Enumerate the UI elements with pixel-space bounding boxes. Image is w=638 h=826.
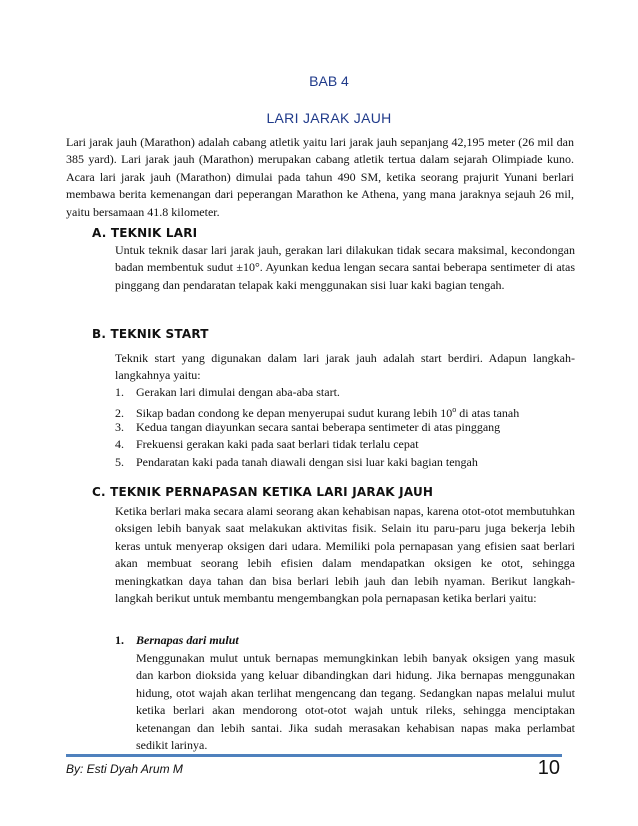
list-number: 5. xyxy=(115,454,124,469)
list-text: Kedua tangan diayunkan secara santai beberapa sentimeter di atas pinggang xyxy=(136,419,501,434)
degree-superscript: o xyxy=(452,405,457,415)
chapter-title: LARI JARAK JAUH xyxy=(266,110,392,126)
footer-divider xyxy=(66,754,562,757)
section-c-paragraph: Ketika berlari maka secara alami seorang akan kehabisan napas, karena otot-otot membutuhkan oksigen lebih banyak saat melakukan aktivitas fisik. Selain itu paru-paru juga bekerja lebih keras untuk menyerap oksigen dari udara. Memiliki pola pernapasan yang efisien saat berlari akan membuat seorang lebih efisien dalam mendapatkan oksigen ke otot, sehingga meningkatkan daya tahan dan bisa berlari lebih jauh dan lebih nyaman. Berikut langkah-langkah berikut untuk membantu mengembangkan pola pernapasan ketika berlari yaitu: xyxy=(115,504,575,606)
list-text: Sikap badan condong ke depan menyerupai sudut kurang lebih 10 xyxy=(136,406,453,421)
list-text: Pendaratan kaki pada tanah diawali dengan sisi luar kaki bagian tengah xyxy=(136,454,478,469)
list-item xyxy=(115,454,575,471)
list-item xyxy=(115,419,575,436)
subsection-1-heading xyxy=(115,633,239,648)
list-text-after: di atas tanah xyxy=(456,406,520,421)
subsection-number: 1. xyxy=(115,633,124,647)
footer-author: By: Esti Dyah Arum M xyxy=(66,762,183,776)
list-number: 2. xyxy=(115,406,124,421)
subsection-1-paragraph: Menggunakan mulut untuk bernapas memungkinkan lebih banyak oksigen yang masuk dan karbon dioksida yang keluar dibandingkan dari hidung. Jika bernapas menggunakan hidung, otot wajah akan terlihat mengencang dan tegang. Sedangkan napas melalui mulut ketika berlari akan mendorong otot-otot wajah untuk rileks, sehingga menciptakan ketenangan dan lebih santai. Jika sudah merasakan kehabisan napas maka perlambat sedikit larinya. xyxy=(136,651,575,753)
section-a-paragraph: Untuk teknik dasar lari jarak jauh, gerakan lari dilakukan tidak secara maksimal, kecondongan badan membentuk sudut ±10°. Ayunkan kedua lengan secara santai beberapa sentimeter di atas pinggang dan pendaratan telapak kaki menggunakan sisi luar kaki bagian tengah. xyxy=(115,243,575,292)
section-a-heading: A. TEKNIK LARI xyxy=(92,226,198,240)
section-c-heading: C. TEKNIK PERNAPASAN KETIKA LARI JARAK JAUH xyxy=(92,485,434,499)
list-item xyxy=(115,401,575,421)
list-number: 1. xyxy=(115,385,124,399)
start-steps-list xyxy=(115,384,575,471)
section-b-heading: B. TEKNIK START xyxy=(92,327,209,341)
intro-paragraph: Lari jarak jauh (Marathon) adalah cabang atletik yaitu lari jarak jauh sepanjang 42,195 meter (26 mil dan 385 yard). Lari jarak jauh (Marathon) merupakan cabang atletik tertua dalam sejarah Olimpiade kuno. Acara lari jarak jauh (Marathon) dimulai pada tahun 490 SM, ketika seorang prajurit Yunani berlari membawa berita kemenangan dari peperangan Marathon ke Athena, yang mana jaraknya sejauh 26 mil, yaitu bersamaan 41.8 kilometer. xyxy=(66,135,574,219)
list-text: Frekuensi gerakan kaki pada saat berlari tidak terlalu cepat xyxy=(136,437,419,452)
page-number: 10 xyxy=(537,757,560,779)
list-number: 3. xyxy=(115,419,124,434)
list-text: Gerakan lari dimulai dengan aba-aba start. xyxy=(136,385,340,399)
list-item xyxy=(115,384,575,401)
chapter-number: BAB 4 xyxy=(309,73,349,89)
subsection-title: Bernapas dari mulut xyxy=(136,633,239,647)
section-b-paragraph: Teknik start yang digunakan dalam lari jarak jauh adalah start berdiri. Adapun langkah-langkahnya yaitu: xyxy=(115,351,575,383)
list-number: 4. xyxy=(115,437,124,452)
list-item xyxy=(115,436,575,453)
